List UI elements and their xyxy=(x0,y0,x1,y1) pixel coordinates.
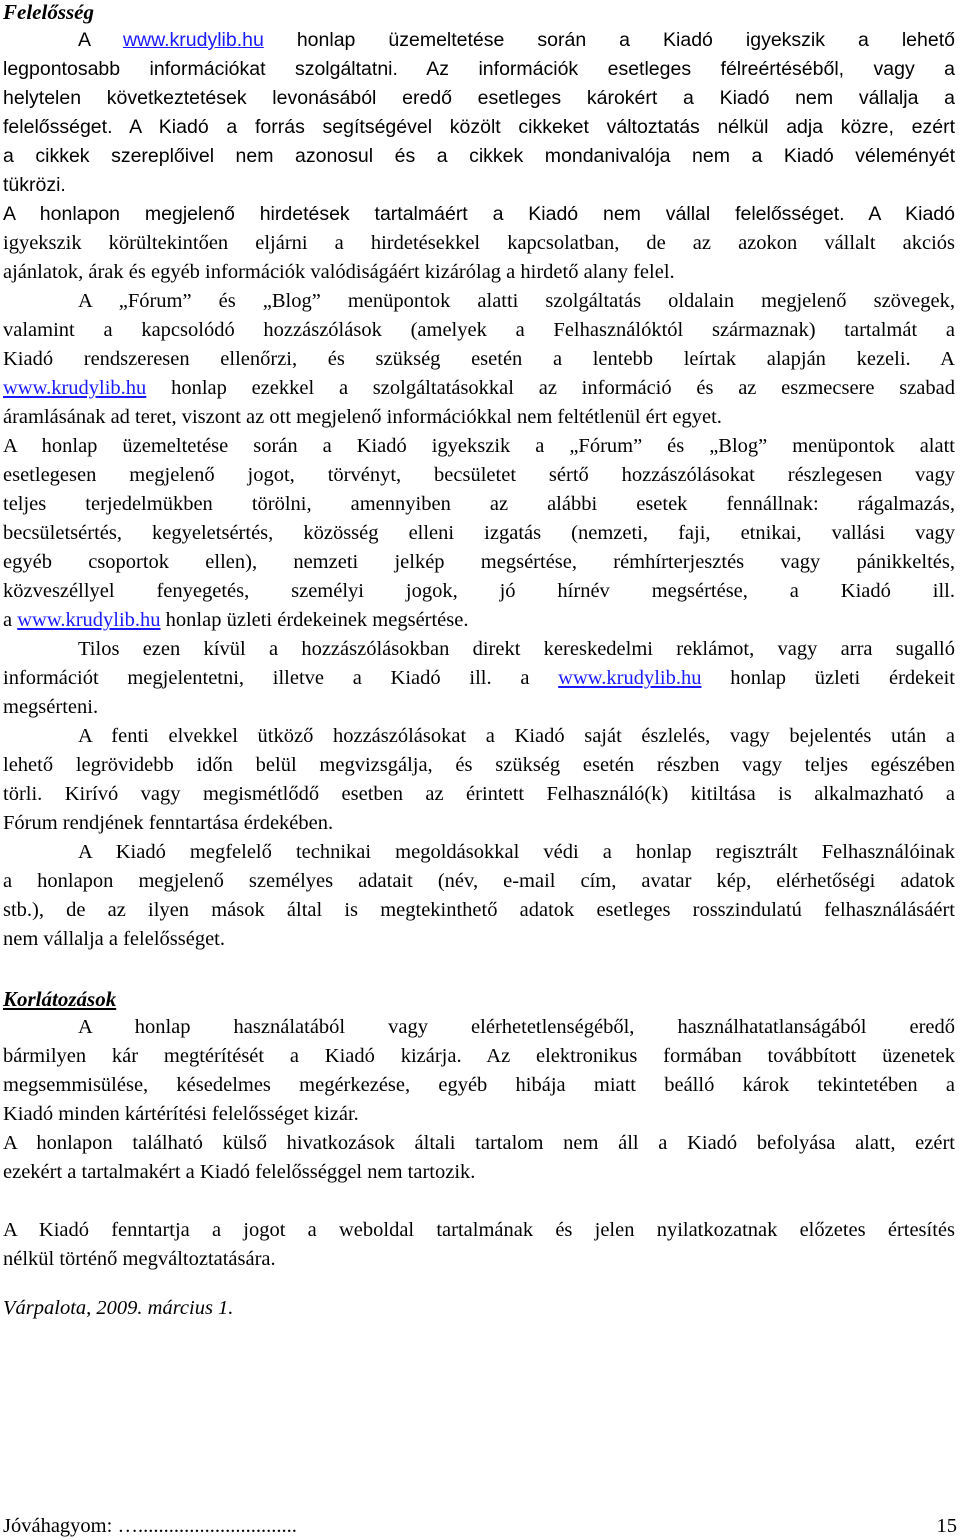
paragraph-line: információt megjelentetni, illetve a Kiadó ill. a www.krudylib.hu honlap üzleti érdekeit xyxy=(3,667,955,689)
paragraph-line: A „Fórum” és „Blog” menüpontok alatti szolgáltatás oldalain megjelenő szövegek, xyxy=(78,290,955,312)
paragraph-line: valamint a kapcsolódó hozzászólások (amelyek a Felhasználóktól származnak) tartalmát a xyxy=(3,319,955,341)
paragraph-line: egyéb csoportok ellen), nemzeti jelkép megsértése, rémhírterjesztés vagy pánikkeltés, xyxy=(3,551,955,573)
paragraph-line: nélkül történő megváltoztatására. xyxy=(3,1248,276,1270)
krudylib-link[interactable]: www.krudylib.hu xyxy=(17,609,161,631)
paragraph-line: A fenti elvekkel ütköző hozzászólásokat a Kiadó saját észlelés, vagy bejelentés után a xyxy=(78,725,955,747)
krudylib-link[interactable]: www.krudylib.hu xyxy=(122,29,264,51)
paragraph-line: A honlap használatából vagy elérhetetlenségéből, használhatatlanságából eredő xyxy=(78,1016,955,1038)
paragraph-line: lehető legrövidebb időn belül megvizsgálja, és szükség esetén részben vagy teljes egészében xyxy=(3,754,955,776)
place-date-signature: Várpalota, 2009. március 1. xyxy=(3,1297,234,1319)
paragraph-line: esetlegesen megjelenő jogot, törvényt, becsületet sértő hozzászólásokat részlegesen vagy xyxy=(3,464,955,486)
paragraph-line: A www.krudylib.hu honlap üzemeltetése során a Kiadó igyekszik a lehető xyxy=(78,29,955,51)
paragraph-line: Kiadó minden kártérítési felelősséget kizár. xyxy=(3,1103,359,1125)
paragraph-line: stb.), de az ilyen mások által is megtekinthető adatok esetleges rosszindulatú felhasználásáért xyxy=(3,899,955,921)
paragraph-line: A honlapon található külső hivatkozások általi tartalom nem áll a Kiadó befolyása alatt, ezért xyxy=(3,1132,955,1154)
paragraph-line: Fórum rendjének fenntartása érdekében. xyxy=(3,812,334,834)
approval-line: Jóváhagyom: …............................... xyxy=(3,1515,297,1537)
paragraph-line: becsületsértés, kegyeletsértés, közösség elleni izgatás (nemzeti, faji, etnikai, vallási vagy xyxy=(3,522,955,544)
paragraph-line: megsérteni. xyxy=(3,696,99,718)
paragraph-line: a www.krudylib.hu honlap üzleti érdekeinek megsértése. xyxy=(3,609,469,631)
paragraph-line: A Kiadó megfelelő technikai megoldásokkal védi a honlap regisztrált Felhasználóinak xyxy=(78,841,955,863)
paragraph-line: törli. Kirívó vagy megismétlődő esetben az érintett Felhasználó(k) kitiltása is alkalmazható a xyxy=(3,783,955,805)
paragraph-line: igyekszik körültekintően eljárni a hirdetésekkel kapcsolatban, de az azokon vállalt akciós xyxy=(3,232,955,254)
paragraph-line: a honlapon megjelenő személyes adatait (név, e-mail cím, avatar kép, elérhetőségi adatok xyxy=(3,870,955,892)
paragraph-line: tükrözi. xyxy=(3,174,66,196)
page-number: 15 xyxy=(936,1515,957,1537)
section-heading-felelosseg: Felelősség xyxy=(3,0,94,24)
paragraph-line: Tilos ezen kívül a hozzászólásokban direkt kereskedelmi reklámot, vagy arra sugalló xyxy=(78,638,955,660)
paragraph-line: felelősséget. A Kiadó a forrás segítségével közölt cikkeket változtatás nélkül adja közre, ezért xyxy=(3,116,955,138)
paragraph-line: bármilyen kár megtérítését a Kiadó kizárja. Az elektronikus formában továbbított üzenetek xyxy=(3,1045,955,1067)
paragraph-line: ajánlatok, árak és egyéb információk valódiságáért kizárólag a hirdető alany felel. xyxy=(3,261,675,283)
paragraph-line: a cikkek szereplőivel nem azonosul és a cikkek mondanivalója nem a Kiadó véleményét xyxy=(3,145,955,167)
paragraph-line: www.krudylib.hu honlap ezekkel a szolgáltatásokkal az információ és az eszmecsere szabad xyxy=(3,377,955,399)
paragraph-line: A Kiadó fenntartja a jogot a weboldal tartalmának és jelen nyilatkozatnak előzetes értesítés xyxy=(3,1219,955,1241)
paragraph-line: A honlap üzemeltetése során a Kiadó igyekszik a „Fórum” és „Blog” menüpontok alatt xyxy=(3,435,955,457)
paragraph-line: legpontosabb információkat szolgáltatni. Az információk esetleges félreértéséből, vagy a xyxy=(3,58,955,80)
section-heading-korlatozasok: Korlátozások xyxy=(3,987,117,1011)
paragraph-line: áramlásának ad teret, viszont az ott megjelenő információkkal nem feltétlenül ért egyet. xyxy=(3,406,722,428)
paragraph-line: ezekért a tartalmakért a Kiadó felelősséggel nem tartozik. xyxy=(3,1161,476,1183)
krudylib-link[interactable]: www.krudylib.hu xyxy=(558,667,702,689)
paragraph-line: A honlapon megjelenő hirdetések tartalmáért a Kiadó nem vállal felelősséget. A Kiadó xyxy=(3,203,955,225)
paragraph-line: megsemmisülése, késedelmes megérkezése, egyéb hibája miatt beálló károk tekintetében a xyxy=(3,1074,955,1096)
paragraph-line: nem vállalja a felelősséget. xyxy=(3,928,225,950)
paragraph-line: teljes terjedelmükben törölni, amennyiben az alábbi esetek fennállnak: rágalmazás, xyxy=(3,493,955,515)
paragraph-line: helytelen következtetések levonásából eredő esetleges károkért a Kiadó nem vállalja a xyxy=(3,87,955,109)
krudylib-link[interactable]: www.krudylib.hu xyxy=(3,377,147,399)
paragraph-line: közveszéllyel fenyegetés, személyi jogok, jó hírnév megsértése, a Kiadó ill. xyxy=(3,580,955,602)
paragraph-line: Kiadó rendszeresen ellenőrzi, és szükség esetén a lentebb leírtak alapján kezeli. A xyxy=(3,348,955,370)
